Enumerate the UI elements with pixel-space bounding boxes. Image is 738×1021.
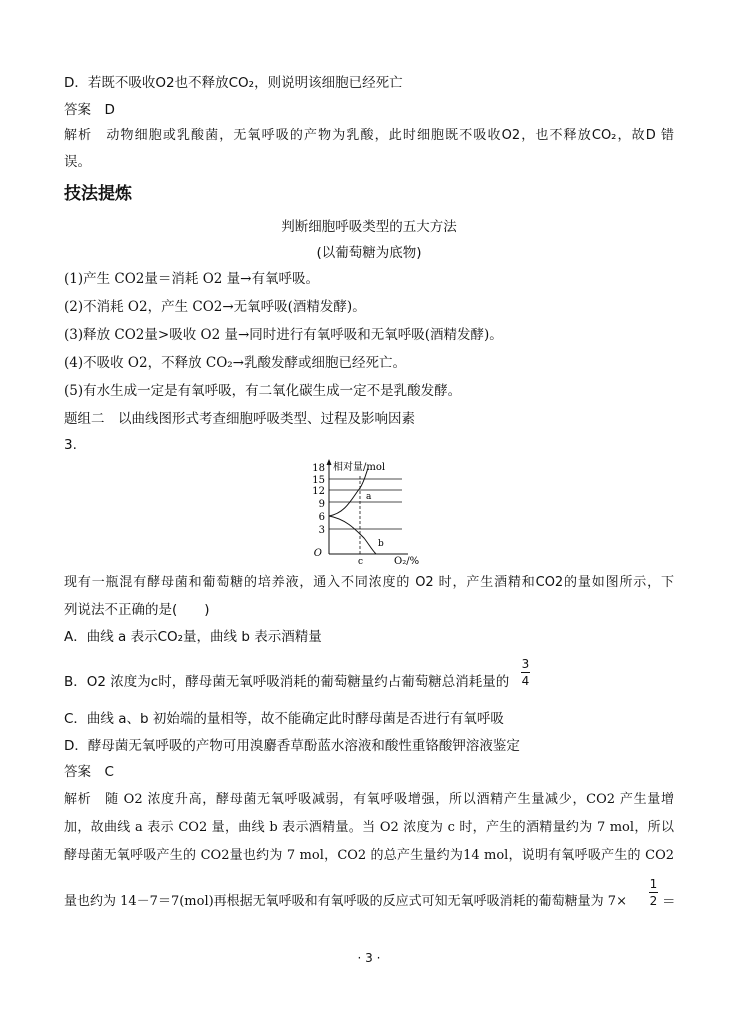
method-title: 判断细胞呼吸类型的五大方法 (281, 219, 457, 235)
q3-explanation-line-1: 解析 随 O2 浓度升高，酵母菌无氧呼吸减弱，有氧呼吸增强，所以酒精产生量减少，CO2 产生量增 (64, 792, 674, 807)
q3-option-b: B．O2 浓度为c时，酵母菌无氧呼吸消耗的葡萄糖量约占葡萄糖总消耗量的 (64, 674, 510, 690)
q3-option-d: D．酵母菌无氧呼吸的产物可用溴麝香草酚蓝水溶液和酸性重铬酸钾溶液鉴定 (64, 738, 520, 754)
fraction-numerator: 3 (521, 657, 530, 671)
q3-figure (308, 458, 438, 568)
q2-explanation-line-1: 解析 动物细胞或乳酸菌，无氧呼吸的产物为乳酸，此时细胞既不吸收O2，也不释放CO₂，故D 错 (64, 128, 674, 143)
q2-option-d: D．若既不吸收O2也不释放CO₂，则说明该细胞已经死亡 (64, 75, 403, 91)
section-title: 技法提炼 (64, 184, 132, 204)
curve-b-label: b (378, 539, 384, 549)
origin-label: O (313, 548, 322, 559)
q3-number: 3. (64, 437, 77, 453)
method-item-2: (2)不消耗 O2，产生 CO2→无氧呼吸(酒精发酵)。 (64, 299, 366, 315)
fraction-denominator: 2 (649, 894, 658, 908)
method-item-5: (5)有水生成一定是有氧呼吸，有二氧化碳生成一定不是乳酸发酵。 (64, 383, 462, 399)
q3-option-a: A．曲线 a 表示CO₂量，曲线 b 表示酒精量 (64, 629, 322, 645)
page-number: · 3 · (357, 951, 381, 965)
y-tick-12: 12 (312, 486, 325, 497)
q3-answer: 答案 C (64, 764, 114, 780)
method-item-3: (3)释放 CO2量>吸收 O2 量→同时进行有氧呼吸和无氧呼吸(酒精发酵)。 (64, 327, 503, 343)
q3-stem-line-2: 列说法不正确的是( ) (64, 602, 210, 618)
fraction-numerator: 1 (649, 877, 658, 891)
q3-explanation-equals: ＝ (662, 894, 676, 910)
q3-option-b-fraction (521, 658, 530, 687)
q3-explanation-line-4: 量也约为 14－7＝7(mol)再根据无氧呼吸和有氧呼吸的反应式可知无氧呼吸消耗的葡萄糖量为 7× (64, 894, 627, 909)
y-tick-15: 15 (312, 475, 325, 486)
q2-answer: 答案 D (64, 102, 115, 118)
y-tick-18: 18 (312, 463, 325, 474)
x-axis-label: O₂/% (394, 556, 420, 567)
y-tick-9: 9 (318, 499, 325, 510)
q3-explanation-line-2: 加，故曲线 a 表示 CO2 量，曲线 b 表示酒精量。当 O2 浓度为 c 时，产生的酒精量约为 7 mol，所以 (64, 820, 675, 835)
method-item-4: (4)不吸收 O2，不释放 CO₂→乳酸发酵或细胞已经死亡。 (64, 355, 406, 371)
curve-a-label: a (366, 492, 372, 502)
method-item-1: (1)产生 CO2量＝消耗 O2 量→有氧呼吸。 (64, 271, 319, 287)
fraction-denominator: 4 (521, 674, 530, 688)
method-subtitle: (以葡萄糖为底物) (316, 245, 422, 261)
y-tick-6: 6 (318, 512, 325, 523)
q3-explanation-fraction (649, 878, 658, 907)
q3-option-c: C．曲线 a、b 初始端的量相等，故不能确定此时酵母菌是否进行有氧呼吸 (64, 711, 504, 727)
q3-explanation-line-3: 酵母菌无氧呼吸产生的 CO2量也约为 7 mol，CO2 的总产生量约为14 mol，说明有氧呼吸产生的 CO2 (64, 848, 674, 863)
y-tick-3: 3 (318, 525, 325, 536)
q2-explanation-line-2: 误。 (64, 154, 91, 170)
x-mark-c: c (358, 557, 364, 567)
group-title: 题组二 以曲线图形式考查细胞呼吸类型、过程及影响因素 (64, 411, 415, 427)
q3-stem-line-1: 现有一瓶混有酵母菌和葡萄糖的培养液，通入不同浓度的 O2 时，产生酒精和CO2的量如图所示，下 (64, 575, 674, 590)
y-axis-label: 相对量/mol (333, 462, 386, 473)
